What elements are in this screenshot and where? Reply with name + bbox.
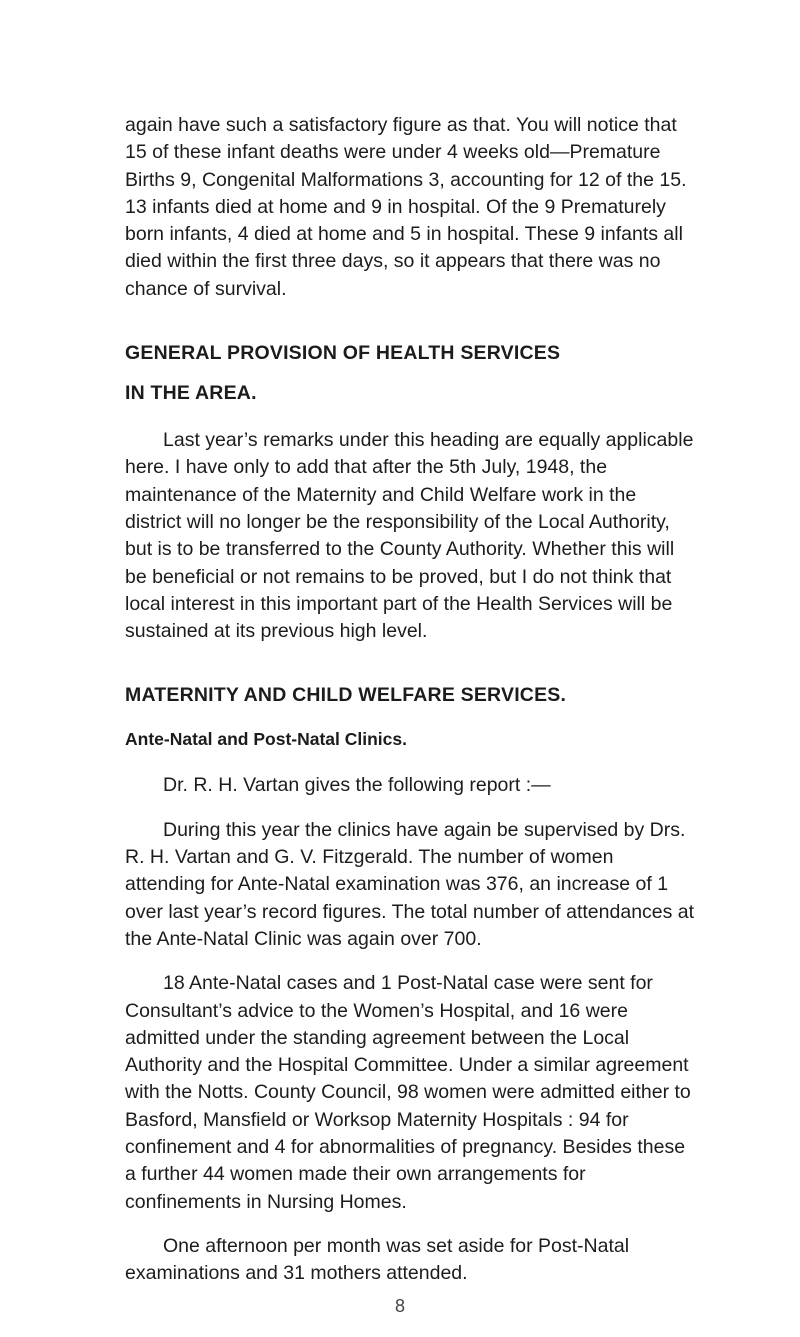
maternity-heading: MATERNITY AND CHILD WELFARE SERVICES. [125,684,567,707]
report-intro-paragraph: Dr. R. H. Vartan gives the following report :— [163,774,551,797]
intro-paragraph: again have such a satisfactory figure as that. You will notice that 15 of these infant deaths were under 4 weeks old—Premature Births 9, Congenital Malformations 3, accounting for 12 of the 15. 13 infants died at home and 9 in hospital. Of the 9 Prematurely born infants, 4 died at home and 5 in hospital. These 9 infants all died within the first three days, so it appears that there was no chance of survival. [125,114,687,300]
general-provision-heading-line1: GENERAL PROVISION OF HEALTH SERVICES [125,342,561,365]
page-number: 8 [394,1296,405,1316]
post-natal-paragraph: One afternoon per month was set aside for Post-Natal examinations and 31 mothers attended. [125,1234,630,1285]
general-provision-paragraph: Last year’s remarks under this heading are equally applicable here. I have only to add that after the 5th July, 1948, the maintenance of the Maternity and Child Welfare work in the district will no longer be the responsibility of the Local Authority, but is to be transferred to the County Authority. Whether this will be beneficial or not remains to be proved, but I do not think that local interest in this important part of the Health Services will be sustained at its previous high level. [125,429,694,643]
cases-paragraph: 18 Ante-Natal cases and 1 Post-Natal case were sent for Consultant’s advice to the Women’s Hospital, and 16 were admitted under the standing agreement between the Local Authority and the Hospital Committee. Under a similar agreement with the Notts. County Council, 98 women were admitted either to Basford, Mansfield or Worksop Maternity Hospitals : 94 for confinement and 4 for abnormalities of pregnancy. Besides these a further 44 women made their own arrangements for confinements in Nursing Homes. [125,972,691,1213]
general-provision-heading-line2: IN THE AREA. [125,382,257,405]
document-page [125,112,695,1288]
clinics-paragraph: During this year the clinics have again be supervised by Drs. R. H. Vartan and G. V. Fitzgerald. The number of women attending for Ante-Natal examination was 376, an increase of 1 over last year’s record figures. The total number of attendances at the Ante-Natal Clinic was again over 700. [125,818,695,950]
clinics-subheading: Ante-Natal and Post-Natal Clinics. [125,729,407,750]
